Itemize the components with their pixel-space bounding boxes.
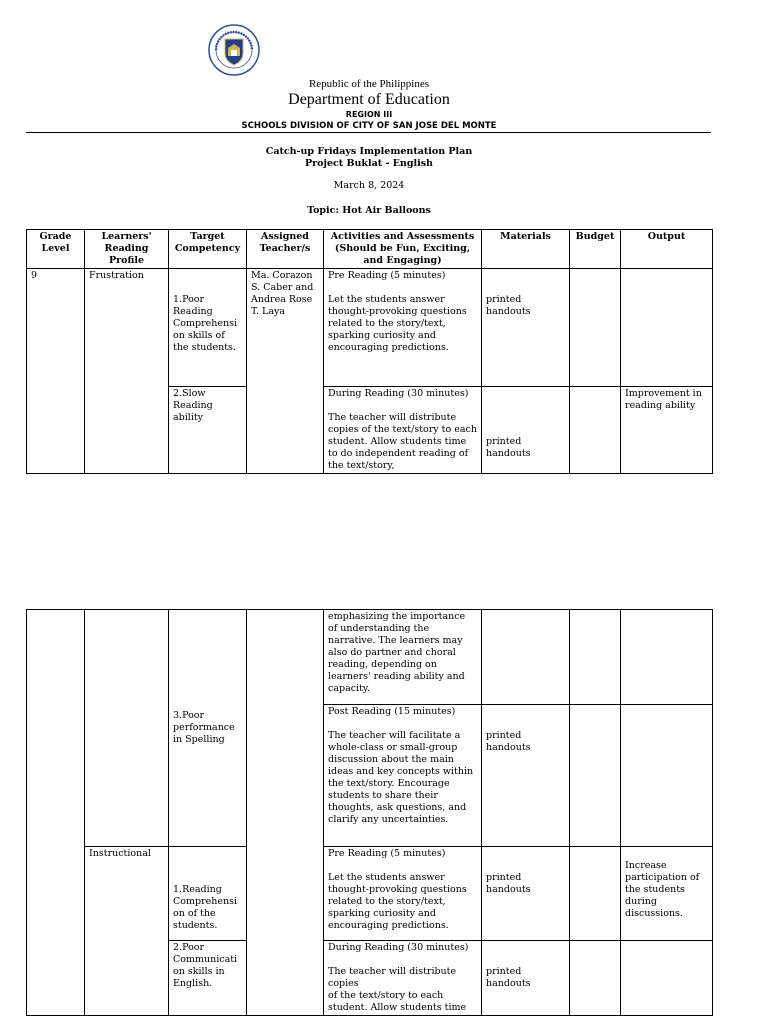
competency-text: 1.Poor Reading Comprehensi on skills of the students.	[173, 294, 241, 353]
activity-body: Let the students answer thought-provoking questions related to the story/text, sparking curiosity and encouraging predictions.	[328, 872, 467, 931]
materials-text: printed handouts	[486, 872, 531, 895]
output-cell	[621, 705, 713, 847]
budget-cell	[570, 269, 621, 387]
competency-cell	[169, 610, 247, 847]
output-text: Increase participation of the students during discussions.	[625, 860, 700, 919]
activity-body: emphasizing the importance of understanding the narrative. The learners may also do partner and choral reading, depending on learners' reading ability and capacity.	[328, 611, 466, 694]
topic-title: Topic: Hot Air Balloons	[307, 205, 431, 216]
header-rule	[26, 132, 711, 133]
col-budget: Budget	[570, 230, 621, 269]
competency-cell: 2.Slow Reading ability	[169, 387, 247, 474]
budget-cell	[570, 847, 621, 941]
teachers-cell	[247, 610, 324, 1016]
profile-cell	[85, 610, 169, 847]
activity-heading: During Reading (30 minutes)	[328, 388, 469, 399]
activity-heading: During Reading (30 minutes)	[328, 942, 469, 953]
col-reading-profile: Learners' Reading Profile	[85, 230, 169, 269]
plan-date: March 8, 2024	[333, 180, 405, 191]
materials-cell	[482, 705, 570, 847]
activity-heading: Post Reading (15 minutes)	[328, 706, 456, 717]
materials-text: printed handouts	[486, 966, 531, 989]
grade-cell	[27, 610, 85, 1016]
division-line: SCHOOLS DIVISION OF CITY OF SAN JOSE DEL MONTE	[241, 121, 497, 131]
materials-cell	[482, 387, 570, 474]
output-cell	[621, 269, 713, 387]
output-cell	[621, 610, 713, 705]
budget-cell	[570, 705, 621, 847]
activity-cell	[324, 610, 482, 705]
activity-heading: Pre Reading (5 minutes)	[328, 270, 446, 281]
col-output: Output	[621, 230, 713, 269]
header-row	[27, 230, 713, 269]
profile-cell: Frustration	[85, 269, 169, 474]
activity-cell	[324, 269, 482, 387]
materials-text: printed handouts	[486, 436, 531, 459]
budget-cell	[570, 610, 621, 705]
grade-cell: 9	[27, 269, 85, 474]
output-cell	[621, 941, 713, 1016]
competency-text: 1.Reading Comprehensi on of the students.	[173, 884, 238, 931]
activity-body: Let the students answer thought-provoking questions related to the story/text, sparking curiosity and encouraging predictions.	[328, 294, 467, 353]
deped-seal-logo	[208, 24, 260, 76]
implementation-table-page1	[26, 229, 713, 474]
materials-cell	[482, 610, 570, 705]
col-assigned-teachers: Assigned Teacher/s	[247, 230, 324, 269]
plan-title: Catch-up Fridays Implementation Plan	[265, 146, 473, 157]
col-target-competency: Target Competency	[169, 230, 247, 269]
activity-body: The teacher will facilitate a whole-class or small-group discussion about the main ideas and key concepts within the text/story. Encourage students to share their thoughts, ask questions, and clarify any uncertainties.	[328, 730, 474, 825]
table-row	[27, 847, 713, 941]
materials-cell	[482, 941, 570, 1016]
materials-text: printed handouts	[486, 294, 531, 317]
activity-cell	[324, 847, 482, 941]
materials-cell	[482, 269, 570, 387]
competency-text: 3.Poor performance in Spelling	[173, 710, 235, 745]
activity-cell	[324, 387, 482, 474]
table-row	[27, 610, 713, 705]
competency-cell: 2.Poor Communicati on skills in English.	[169, 941, 247, 1016]
implementation-table-page2	[26, 609, 713, 1016]
col-materials: Materials	[482, 230, 570, 269]
region-line: REGION III	[345, 110, 393, 119]
activity-cell	[324, 941, 482, 1016]
activity-body: The teacher will distribute copies of the text/story to each student. Allow students time	[328, 966, 467, 1013]
competency-cell	[169, 847, 247, 941]
republic-line: Republic of the Philippines	[308, 78, 430, 90]
project-title: Project Buklat - English	[305, 158, 433, 169]
output-cell: Improvement in reading ability	[621, 387, 713, 474]
activity-cell	[324, 705, 482, 847]
table-row	[27, 269, 713, 387]
budget-cell	[570, 941, 621, 1016]
materials-cell	[482, 847, 570, 941]
budget-cell	[570, 387, 621, 474]
activity-heading: Pre Reading (5 minutes)	[328, 848, 446, 859]
profile-cell: Instructional	[85, 847, 169, 1016]
col-grade-level: Grade Level	[27, 230, 85, 269]
col-activities: Activities and Assessments (Should be Fun, Exciting, and Engaging)	[324, 230, 482, 269]
activity-body: The teacher will distribute copies of the text/story to each student. Allow students time to do independent reading of the text/story,	[328, 412, 477, 471]
materials-text: printed handouts	[486, 730, 531, 753]
output-cell	[621, 847, 713, 941]
teachers-cell: Ma. Corazon S. Caber and Andrea Rose T. Laya	[247, 269, 324, 474]
department-line: Department of Education	[288, 91, 450, 108]
competency-cell	[169, 269, 247, 387]
